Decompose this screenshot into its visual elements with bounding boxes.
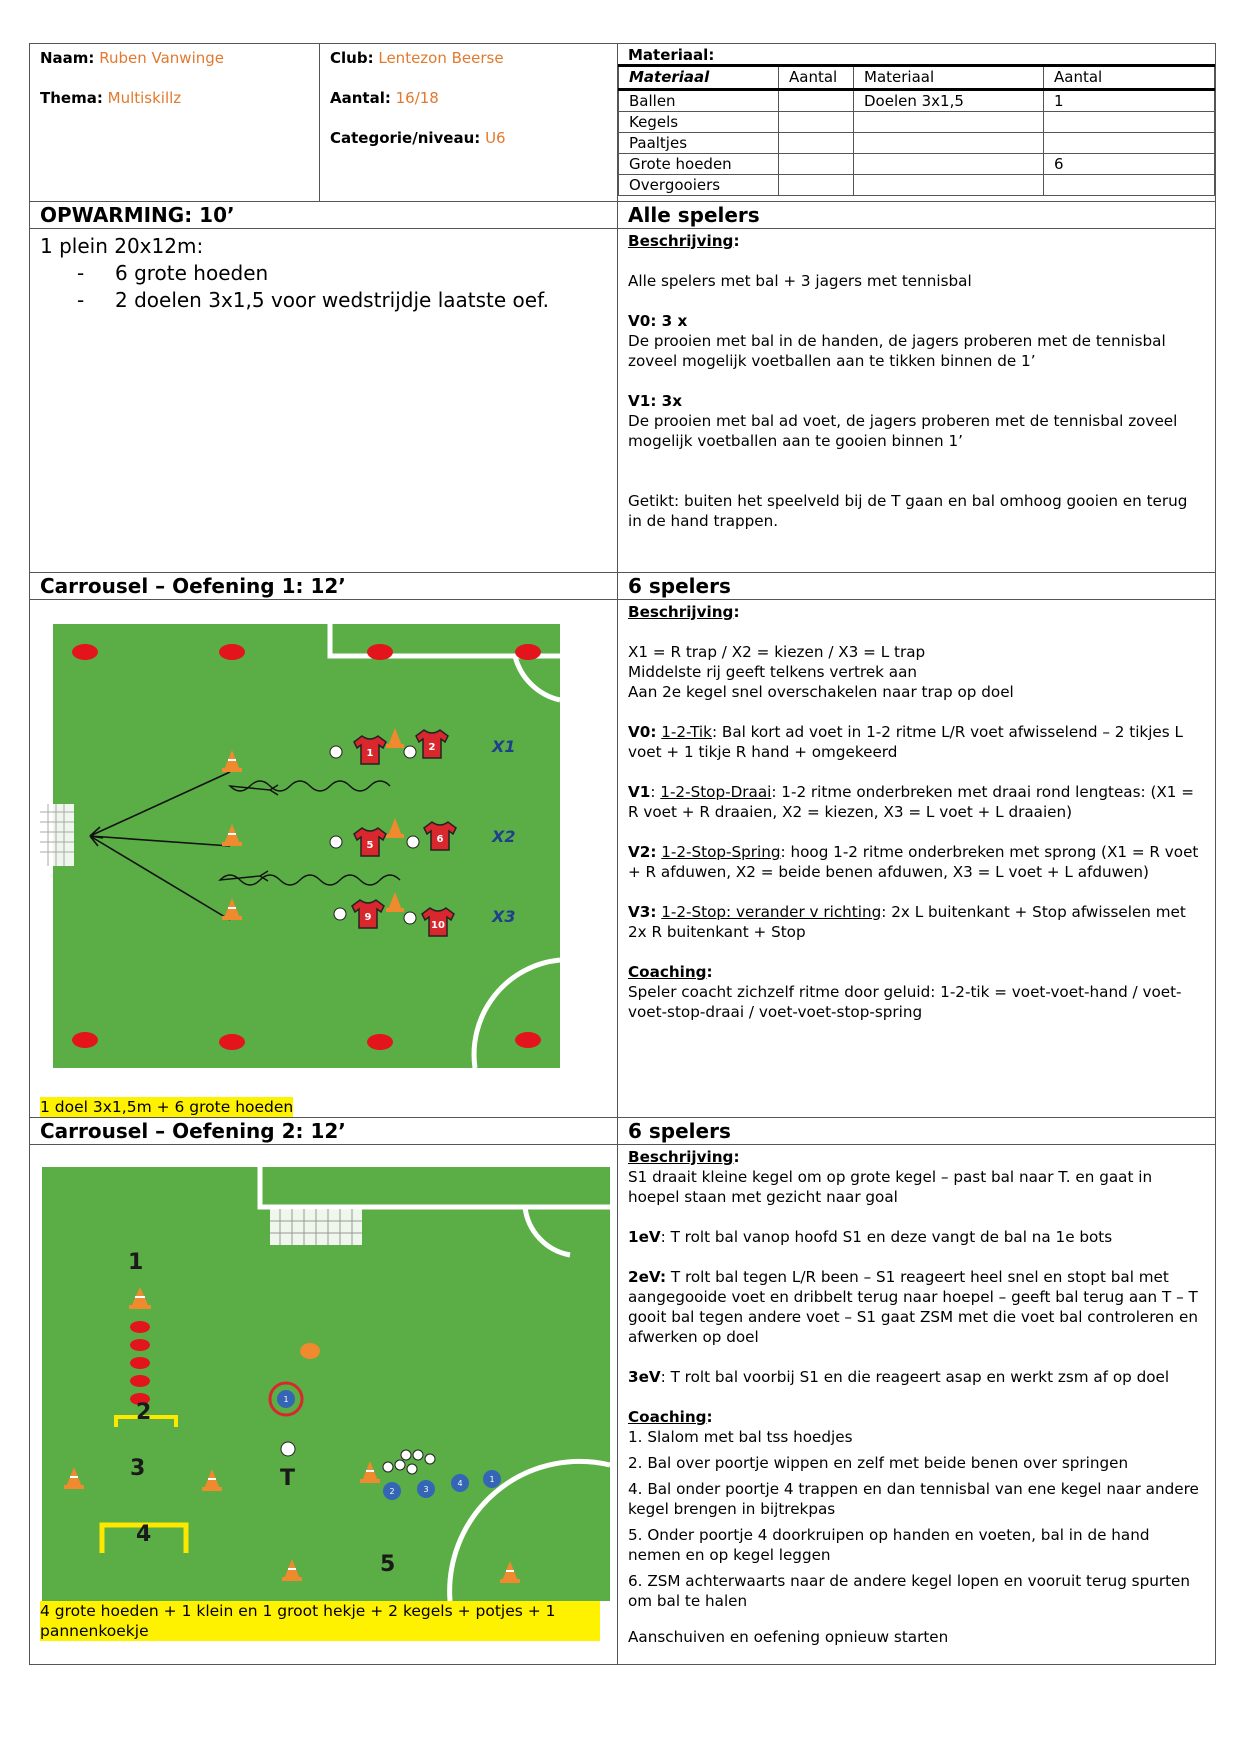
oefening1-intro3: Aan 2e kegel snel overschakelen naar trap op doel: [628, 683, 1014, 701]
player-number: 3: [423, 1485, 429, 1494]
marker-disc-icon: [367, 1034, 393, 1050]
materiaal-cell-item: Overgooiers: [619, 175, 779, 196]
v0-text: : Bal kort ad voet in 1-2 ritme L/R voet afwisselend – 2 tikjes L voet + 1 tikje R hand + omgekeerd: [628, 723, 1183, 761]
thema-label: Thema:: [40, 89, 103, 107]
oefening1-diagram: [30, 600, 618, 1096]
materiaal-cell-item: [854, 133, 1044, 154]
station-label: 1: [128, 1250, 144, 1275]
beschrijving-label: Beschrijving: [628, 232, 734, 250]
v2-text: : hoog 1-2 ritme onderbreken met sprong (X1 = R voet + R afduwen, X2 = beide benen afduwen, X3 = L voet + L afduwen): [628, 843, 1199, 881]
naam-value: Ruben Vanwinge: [99, 49, 224, 67]
materiaal-header: Materiaal: [619, 66, 779, 90]
oefening2-title: Carrousel – Oefening 2: 12’: [30, 1118, 618, 1145]
club-value: Lentezon Beerse: [378, 49, 504, 67]
v3-text: : 2x L buitenkant + Stop afwisselen met 2x R buitenkant + Stop: [628, 903, 1186, 941]
opwarming-title: OPWARMING: 10’: [30, 202, 618, 229]
opwarming-v0-label: V0: 3 x: [628, 312, 688, 330]
materiaal-cell-count: [779, 90, 854, 112]
materiaal-cell-item: Grote hoeden: [619, 154, 779, 175]
materiaal-cell-count: [1044, 175, 1215, 196]
shirt-number: 2: [428, 742, 436, 753]
materiaal-header-row: [619, 66, 1215, 90]
oefening1-title: Carrousel – Oefening 1: 12’: [30, 573, 618, 600]
marker-disc-icon: [72, 1032, 98, 1048]
row-label: X1: [492, 737, 516, 756]
oefening2-material-note: 4 grote hoeden + 1 klein en 1 groot hekje + 2 kegels + potjes + 1 pannenkoekje: [40, 1601, 600, 1641]
materiaal-cell-item: Doelen 3x1,5: [854, 90, 1044, 112]
ball-icon: [330, 746, 342, 758]
goal-net-icon: [270, 1209, 362, 1245]
e1-text: : T rolt bal vanop hoofd S1 en deze vangt de bal na 1e bots: [660, 1228, 1113, 1246]
v3-link: 1-2-Stop: verander v richting: [661, 903, 882, 921]
opwarming-setup-list: [40, 260, 607, 314]
materiaal-cell-count: 1: [1044, 90, 1215, 112]
club-label: Club:: [330, 49, 374, 67]
naam-label: Naam:: [40, 49, 95, 67]
materiaal-row: [619, 154, 1215, 175]
coaching-label: Coaching: [628, 963, 707, 981]
ball-icon: [334, 908, 346, 920]
oefening1-players: 6 spelers: [618, 573, 1216, 600]
station-label: 2: [136, 1400, 152, 1425]
marker-disc-icon: [130, 1357, 150, 1369]
marker-disc-icon: [367, 644, 393, 660]
goal-net-icon: [40, 804, 74, 866]
coaching-item: 1. Slalom met bal tss hoedjes: [628, 1428, 853, 1446]
marker-disc-icon: [219, 644, 245, 660]
v0-link: 1-2-Tik: [661, 723, 712, 741]
oefening1-material-note: 1 doel 3x1,5m + 6 grote hoeden: [40, 1098, 294, 1116]
materiaal-cell-count: [1044, 133, 1215, 154]
coaching-item: 2. Bal over poortje wippen en zelf met beide benen over springen: [628, 1454, 1129, 1472]
oefening2-diagram: [30, 1145, 618, 1601]
e3-text: : T rolt bal voorbij S1 en die reageert asap en werkt zsm af op doel: [660, 1368, 1170, 1386]
station-label: 5: [380, 1552, 396, 1577]
coaching-text: Speler coacht zichzelf ritme door geluid: 1-2-tik = voet-voet-hand / voet-voet-stop-draai / voet-voet-stop-spring: [628, 983, 1182, 1021]
opwarming-intro: Alle spelers met bal + 3 jagers met tennisbal: [628, 272, 972, 290]
player-number: 1: [489, 1475, 495, 1484]
ball-icon: [395, 1460, 405, 1470]
e3-label: 3eV: [628, 1368, 661, 1386]
shirt-number: 1: [366, 748, 374, 759]
pannenkoekje-icon: [300, 1343, 320, 1359]
materiaal-row: [619, 90, 1215, 112]
oefening2-figure-cell: [30, 1145, 618, 1665]
station-label: 3: [130, 1456, 146, 1481]
opwarming-setup-item: - 2 doelen 3x1,5 voor wedstrijdje laatste oef.: [78, 287, 607, 314]
field: [48, 624, 560, 1068]
materiaal-row: [619, 133, 1215, 154]
categorie-value: U6: [485, 129, 506, 147]
e1-label: 1eV: [628, 1228, 661, 1246]
oefening1-description: Beschrijving: X1 = R trap / X2 = kiezen / X3 = L trap Middelste rij geeft telkens vertrek aan Aan 2e kegel snel overschakelen naar trap op doel V0: 1-2-Tik: Bal kort ad voet in 1-2 ritme L/R voet afwisselend – 2 tikjes L voet + 1 tikje R hand + omgekeerd V1: 1-2-Stop-Draai: 1-2 ritme onderbreken met draai rond lengteas: (X1 = R voet + R draaien, X2 = kiezen, X3 = L voet + L draaien) V2: 1-2-Stop-Spring: hoog 1-2 ritme onderbreken met sprong (X1 = R voet + R afduwen, X2 = beide benen afduwen, X3 = L voet + L afduwen) V3: 1-2-Stop: verander v richting: 2x L buitenkant + Stop afwisselen met 2x R buitenkant + Stop Coaching: Speler coacht zichzelf ritme door geluid: 1-2-tik = voet-voet-hand / voet-voet-stop-draai / voet-voet-stop-spring: [618, 600, 1216, 1118]
player-number: 2: [389, 1487, 395, 1496]
row-label: X3: [492, 907, 516, 926]
marker-disc-icon: [72, 644, 98, 660]
v1-label: V1: [628, 783, 651, 801]
marker-disc-icon: [130, 1321, 150, 1333]
ball-icon: [383, 1462, 393, 1472]
ball-icon: [401, 1450, 411, 1460]
oefening2-intro: S1 draait kleine kegel om op grote kegel – past bal naar T. en gaat in hoepel staan met gezicht naar goal: [628, 1168, 1153, 1206]
shirt-number: 6: [436, 834, 444, 845]
opwarming-v1-label: V1: 3x: [628, 392, 683, 410]
player-number: 1: [283, 1395, 289, 1404]
ball-icon: [404, 912, 416, 924]
aantal-value: 16/18: [395, 89, 439, 107]
beschrijving-label: Beschrijving: [628, 603, 734, 621]
oefening1-figure-cell: [30, 600, 618, 1118]
aantal-header-2: Aantal: [1044, 66, 1215, 90]
marker-disc-icon: [130, 1339, 150, 1351]
trainer-label: T: [280, 1466, 296, 1491]
v2-label: V2:: [628, 843, 657, 861]
v1-text: : 1-2 ritme onderbreken met draai rond lengteas: (X1 = R voet + R draaien, X2 = kiezen, X3 = L voet + L draaien): [628, 783, 1195, 821]
row-label: X2: [492, 827, 516, 846]
beschrijving-label: Beschrijving: [628, 1148, 734, 1166]
materiaal-cell-item: [854, 112, 1044, 133]
session-table: [29, 43, 1216, 1665]
oefening1-intro2: Middelste rij geeft telkens vertrek aan: [628, 663, 918, 681]
coaching-item: 6. ZSM achterwaarts naar de andere kegel lopen en vooruit terug spurten om bal te halen: [628, 1572, 1191, 1610]
marker-disc-icon: [130, 1375, 150, 1387]
materiaal-cell-item: [854, 154, 1044, 175]
aantal-header: Aantal: [779, 66, 854, 90]
materiaal-cell-count: 6: [1044, 154, 1215, 175]
v1-link: 1-2-Stop-Draai: [660, 783, 772, 801]
materiaal-cell-item: Kegels: [619, 112, 779, 133]
materiaal-cell-item: Paaltjes: [619, 133, 779, 154]
coaching-item: 5. Onder poortje 4 doorkruipen op handen en voeten, bal in de hand nemen en op kegel leggen: [628, 1526, 1150, 1564]
station-label: 4: [136, 1522, 152, 1547]
trainer-info-cell: [30, 44, 320, 202]
ball-icon: [281, 1442, 295, 1456]
materiaal-cell-item: [854, 175, 1044, 196]
oefening1-intro1: X1 = R trap / X2 = kiezen / X3 = L trap: [628, 643, 926, 661]
session-plan: [29, 43, 1215, 1665]
marker-disc-icon: [219, 1034, 245, 1050]
materiaal-header-2: Materiaal: [854, 66, 1044, 90]
club-info-cell: [320, 44, 618, 202]
opwarming-v1-text: De prooien met bal ad voet, de jagers proberen met de tennisbal zoveel mogelijk voetballen aan te gooien binnen 1’: [628, 412, 1178, 450]
materiaal-row: [619, 175, 1215, 196]
oefening2-closing: Aanschuiven en oefening opnieuw starten: [628, 1628, 949, 1646]
shirt-number: 9: [364, 912, 372, 923]
aantal-label: Aantal:: [330, 89, 391, 107]
opwarming-setup: [30, 229, 618, 573]
materiaal-cell-count: [779, 133, 854, 154]
materiaal-cell-item: Ballen: [619, 90, 779, 112]
coaching-item: 4. Bal onder poortje 4 trappen en dan tennisbal van ene kegel naar andere kegel brengen in bijtrekpas: [628, 1480, 1199, 1518]
e2-text: T rolt bal tegen L/R been – S1 reageert heel snel en stopt bal met aangegooide voet en dribbelt terug naar hoepel – geeft bal terug aan T – T gooit bal tegen andere voet – S1 gaat ZSM met die voet bal controleren en afwerken op doel: [628, 1268, 1198, 1346]
ball-icon: [330, 836, 342, 848]
opwarming-players: Alle spelers: [618, 202, 1216, 229]
e2-label: 2eV:: [628, 1268, 667, 1286]
marker-disc-icon: [515, 644, 541, 660]
shirt-number: 5: [366, 840, 374, 851]
materiaal-cell-count: [779, 112, 854, 133]
opwarming-description: Beschrijving: Alle spelers met bal + 3 jagers met tennisbal V0: 3 x De prooien met bal in de handen, de jagers proberen met de tennisbal zoveel mogelijk voetballen aan te tikken binnen de 1’ V1: 3x De prooien met bal ad voet, de jagers proberen met de tennisbal zoveel mogelijk voetballen aan te gooien binnen 1’ Getikt: buiten het speelveld bij de T gaan en bal omhoog gooien en terug in de hand trappen.: [618, 229, 1216, 573]
opwarming-getikt: Getikt: buiten het speelveld bij de T gaan en bal omhoog gooien en terug in de hand trappen.: [628, 492, 1188, 530]
ball-icon: [407, 1464, 417, 1474]
materiaal-cell-count: [779, 154, 854, 175]
oefening2-players: 6 spelers: [618, 1118, 1216, 1145]
ball-icon: [404, 746, 416, 758]
categorie-label: Categorie/niveau:: [330, 129, 481, 147]
materiaal-cell-count: [1044, 112, 1215, 133]
ball-icon: [413, 1450, 423, 1460]
materiaal-cell: [618, 44, 1216, 202]
opwarming-setup-item: - 6 grote hoeden: [78, 260, 607, 287]
ball-icon: [407, 836, 419, 848]
opwarming-setup-line: 1 plein 20x12m:: [40, 234, 204, 258]
marker-disc-icon: [515, 1032, 541, 1048]
materiaal-cell-count: [779, 175, 854, 196]
oefening2-description: Beschrijving: S1 draait kleine kegel om op grote kegel – past bal naar T. en gaat in hoepel staan met gezicht naar goal 1eV: T rolt bal vanop hoofd S1 en deze vangt de bal na 1e bots 2eV: T rolt bal tegen L/R been – S1 reageert heel snel en stopt bal met aangegooide voet en dribbelt terug naar hoepel – geeft bal terug aan T – T gooit bal tegen andere voet – S1 gaat ZSM met die voet bal controleren en afwerken op doel 3eV: T rolt bal voorbij S1 en die reageert asap en werkt zsm af op doel Coaching: 1. Slalom met bal tss hoedjes 2. Bal over poortje wippen en zelf met beide benen over springen 4. Bal onder poortje 4 trappen en dan tennisbal van ene kegel naar andere kegel brengen in bijtrekpas 5. Onder poortje 4 doorkruipen op handen en voeten, bal in de hand nemen en op kegel leggen 6. ZSM achterwaarts naar de andere kegel lopen en vooruit terug spurten om bal te halen Aanschuiven en oefening opnieuw starten: [618, 1145, 1216, 1665]
v3-label: V3:: [628, 903, 657, 921]
shirt-number: 10: [431, 920, 445, 931]
v0-label: V0:: [628, 723, 657, 741]
opwarming-v0-text: De prooien met bal in de handen, de jagers proberen met de tennisbal zoveel mogelijk voetballen aan te tikken binnen de 1’: [628, 332, 1166, 370]
materiaal-table: [618, 64, 1215, 196]
materiaal-row: [619, 112, 1215, 133]
materiaal-title: Materiaal:: [628, 46, 715, 64]
player-number: 4: [457, 1479, 463, 1488]
thema-value: Multiskillz: [107, 89, 182, 107]
v2-link: 1-2-Stop-Spring: [661, 843, 781, 861]
ball-icon: [425, 1454, 435, 1464]
coaching-label: Coaching: [628, 1408, 707, 1426]
